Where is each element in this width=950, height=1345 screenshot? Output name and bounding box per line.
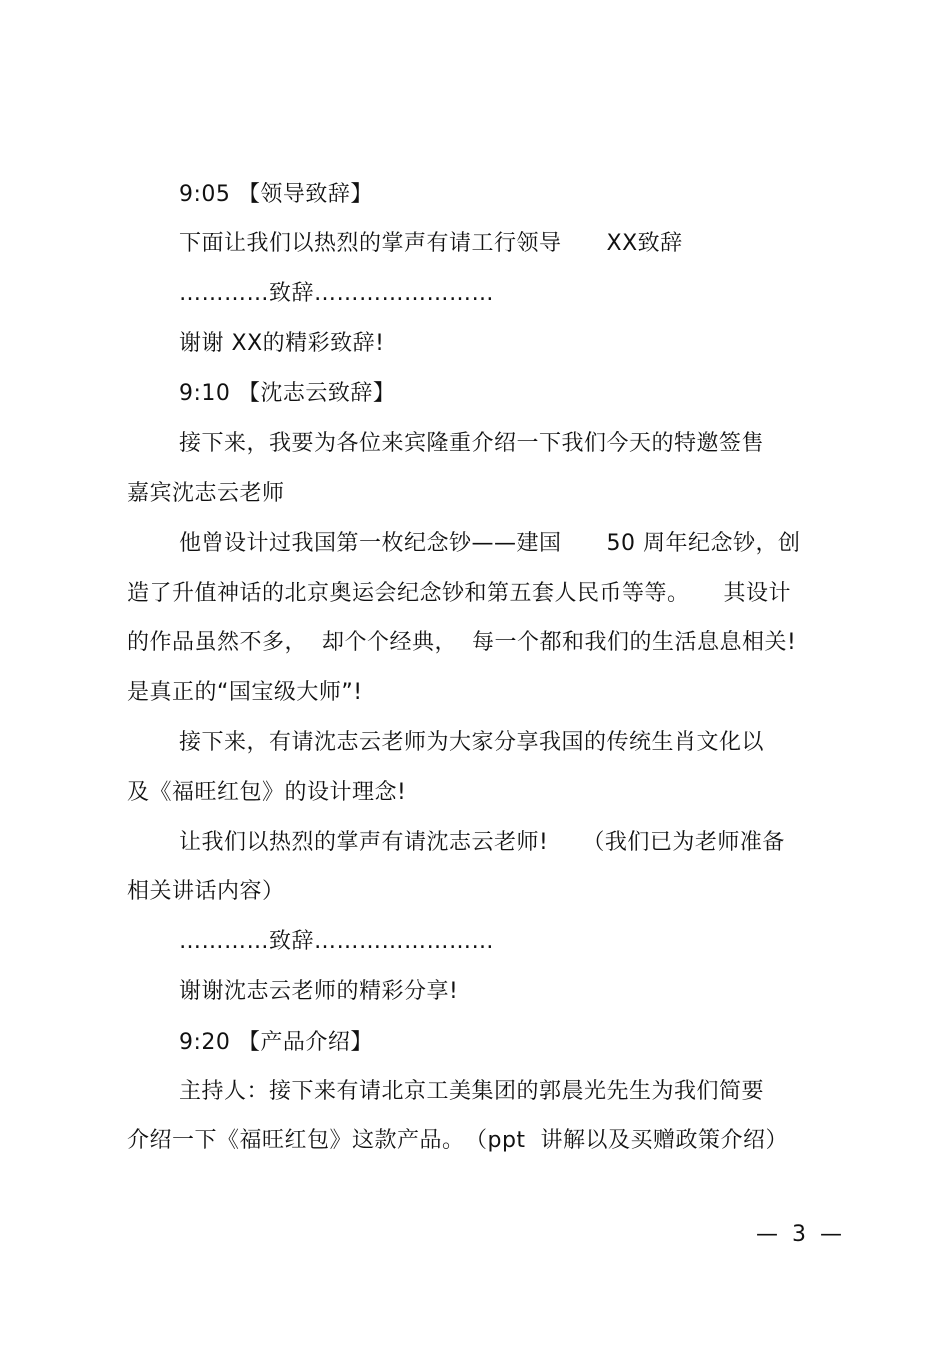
paragraph-line: 是真正的“国宝级大师”!	[127, 680, 363, 705]
paragraph-line: 嘉宾沈志云老师	[127, 481, 285, 506]
paragraph-line: 相关讲话内容）	[127, 879, 285, 904]
paragraph-line: 接下来，我要为各位来宾隆重介绍一下我们今天的特邀签售	[179, 431, 765, 456]
speech-placeholder: …………致辞……………………	[179, 281, 495, 306]
paragraph-line: 谢谢 XX的精彩致辞!	[179, 331, 385, 356]
paragraph-line: 他曾设计过我国第一枚纪念钞——建国 50 周年纪念钞，创	[179, 531, 801, 556]
paragraph-line: 让我们以热烈的掌声有请沈志云老师! （我们已为老师准备	[179, 830, 785, 855]
paragraph-line: 接下来，有请沈志云老师为大家分享我国的传统生肖文化以	[179, 730, 765, 755]
paragraph-line: 谢谢沈志云老师的精彩分享!	[179, 979, 459, 1004]
paragraph-line: 主持人：接下来有请北京工美集团的郭晨光先生为我们简要	[179, 1079, 765, 1104]
section-heading-leader-speech: 9:05 【领导致辞】	[179, 182, 373, 207]
paragraph-line: 造了升值神话的北京奥运会纪念钞和第五套人民币等等。 其设计	[127, 581, 792, 606]
paragraph-line: 下面让我们以热烈的掌声有请工行领导 XX致辞	[179, 231, 683, 256]
page-number: — 3 —	[756, 1222, 842, 1247]
section-heading-product-intro: 9:20 【产品介绍】	[179, 1030, 373, 1055]
section-heading-shen-speech: 9:10 【沈志云致辞】	[179, 381, 396, 406]
paragraph-line: 的作品虽然不多， 却个个经典， 每一个都和我们的生活息息相关!	[127, 630, 797, 655]
paragraph-line: 及《福旺红包》的设计理念!	[127, 780, 407, 805]
paragraph-line: 介绍一下《福旺红包》这款产品。 （ppt 讲解以及买赠政策介绍）	[127, 1128, 789, 1153]
speech-placeholder: …………致辞……………………	[179, 929, 495, 954]
